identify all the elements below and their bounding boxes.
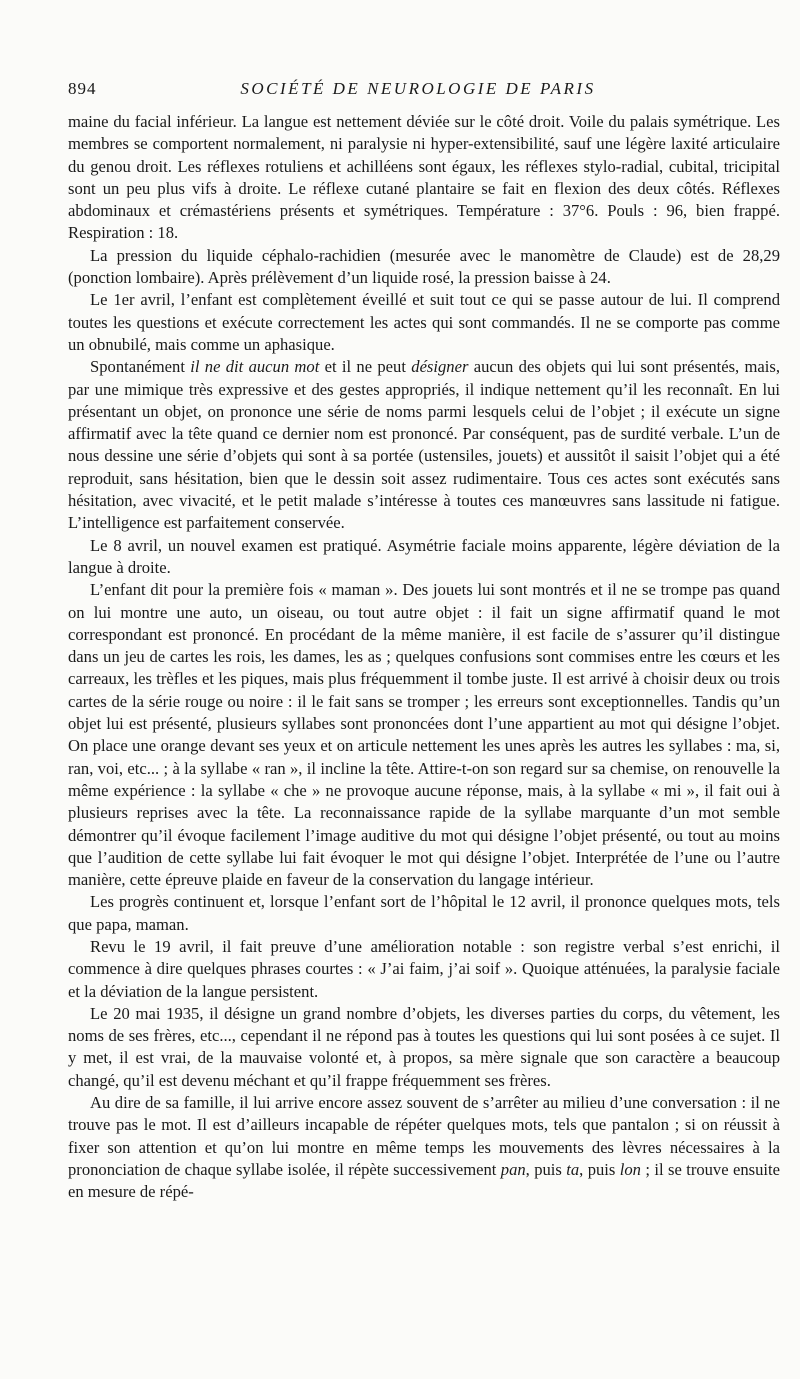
page-number: 894 [68, 79, 97, 98]
journal-title: SOCIÉTÉ DE NEUROLOGIE DE PARIS [240, 79, 596, 98]
italic-text: lon [619, 1159, 641, 1179]
paragraph [68, 535, 780, 580]
paragraph [68, 289, 780, 356]
paragraph [68, 891, 780, 936]
paragraph-text: maine du facial inférieur. La langue est nettement déviée sur le côté droit. Voile du palais symétrique. Les membres se comportent normalement, ni paralysie ni hyper-extensibilité, sauf une légère laxité articulaire du genou droit. Les réflexes rotuliens et achilléens sont égaux, les réflexes stylo-radial, cubital, tricipital sont un peu plus vifs à droite. Le réflexe cutané plantaire se fait en flexion des deux côtés. Réflexes abdominaux et crémastériens présents et symétriques. Température : 37°6. Pouls : 96, bien frappé. Respiration : 18. [68, 112, 780, 243]
italic-text: pan [500, 1159, 526, 1179]
running-head [68, 79, 768, 103]
paragraph-text: Les progrès continuent et, lorsque l’enfant sort de l’hôpital le 12 avril, il prononce quelques mots, tels que papa, maman. [68, 892, 780, 934]
paragraph-text: La pression du liquide céphalo-rachidien (mesurée avec le manomètre de Claude) est de 28,29 (ponction lombaire). Après prélèvement d’un liquide rosé, la pression baisse à 24. [68, 245, 780, 288]
italic-text: il ne dit aucun mot [190, 357, 320, 377]
paragraph [68, 1003, 780, 1092]
paragraph-text: Spontanément [90, 357, 191, 377]
paragraph-text: ; il se trouve ensuite en mesure de répé- [68, 1159, 780, 1202]
italic-text: ta [566, 1159, 580, 1179]
paragraph-text: aucun des objets qui lui sont présentés, mais, par une mimique très expressive et des gestes appropriés, il indique nettement qu’il les reconnaît. En lui présentant un objet, on prononce une série de noms parmi lesquels celui de l’objet ; il exécute un signe affirmatif avec la tête quand ce dernier nom est prononcé. Par conséquent, pas de surdité verbale. L’un de nous dessine une série d’objets qui sont à sa portée (ustensiles, jouets) et aussitôt il saisit l’objet qui a été reproduit, sans hésitation, bien que le dessin soit assez rudimentaire. Tous ces actes sont exécutés sans hésitation, avec vivacité, et le petit malade s’intéresse à toutes ces manœuvres sans lassitude ni fatigue. L’intelligence est parfaitement conservée. [68, 357, 780, 533]
paragraph-text: , puis [525, 1159, 567, 1179]
paragraph [68, 936, 780, 1003]
paragraph-text: Le 20 mai 1935, il désigne un grand nombre d’objets, les diverses parties du corps, du vêtement, les noms de ses frères, etc..., cependant il ne répond pas à toutes les questions qui lui sont posées à ce sujet. Il y met, il est vrai, de la mauvaise volonté et, à propos, sa mère signale que son caractère a beaucoup changé, qu’il est devenu méchant et qu’il frappe fréquemment ses frères. [68, 1003, 780, 1090]
paragraph [68, 111, 780, 245]
paragraph [68, 245, 780, 290]
paragraph-text: Au dire de sa famille, il lui arrive encore assez souvent de s’arrêter au milieu d’une conversation : il ne trouve pas le mot. Il est d’ailleurs incapable de répéter quelques mots, tels que pantalon ; si on réussit à fixer son attention et qu’on lui montre en même temps les mouvements des lèvres nécessaires à la prononciation de chaque syllabe isolée, il répète successivement [68, 1093, 780, 1179]
paragraph-text: L’enfant dit pour la première fois « maman ». Des jouets lui sont montrés et il ne se trompe pas quand on lui montre une auto, un oiseau, ou tout autre objet : il fait un signe affirmatif quand le mot correspondant est prononcé. En procédant de la même manière, il est facile de s’assurer qu’il distingue dans un jeu de cartes les rois, les dames, les as ; quelques confusions sont commises entre les cœurs et les carreaux, les trèfles et les piques, mais plus fréquemment il tombe juste. Il est arrivé à choisir deux ou trois cartes de la série rouge ou noire : il le fait sans se tromper ; les erreurs sont exceptionnelles. Tandis qu’un objet lui est présenté, plusieurs syllabes sont prononcées dont l’une appartient au mot qui désigne l’objet. On place une orange devant ses yeux et on articule nettement les unes après les autres les syllabes : ma, si, ran, voi, etc... ; à la syllabe « ran », il incline la tête. Attire-t-on son regard sur sa chemise, on renouvelle la même expérience : la syllabe « che » ne provoque aucune réponse, mais, à la syllabe « mi », il fait oui à plusieurs reprises avec la tête. La reconnaissance rapide de la syllabe marquante d’un mot semble démontrer qu’il évoque facilement l’image auditive du mot qui désigne l’objet présenté, ou tout au moins que l’audition de cette syllabe lui fait évoquer le mot qui désigne l’objet. Interprétée de l’une ou l’autre manière, cette épreuve plaide en faveur de la conservation du langage intérieur. [68, 580, 780, 890]
italic-text: désigner [411, 357, 469, 377]
body-text [68, 111, 780, 1204]
paragraph-text: Le 8 avril, un nouvel examen est pratiqué. Asymétrie faciale moins apparente, légère déviation de la langue à droite. [68, 535, 780, 577]
paragraph [68, 1092, 780, 1203]
paragraph-text: Le 1er avril, l’enfant est complètement éveillé et suit tout ce qui se passe autour de lui. Il comprend toutes les questions et exécute correctement les actes qui sont commandés. Il ne se comporte pas comme un obnubilé, mais comme un aphasique. [68, 290, 780, 354]
paragraph [68, 579, 780, 891]
paragraph-text: Revu le 19 avril, il fait preuve d’une amélioration notable : son registre verbal s’est enrichi, il commence à dire quelques phrases courtes : « J’ai faim, j’ai soif ». Quoique atténuées, la paralysie faciale et la déviation de la langue persistent. [68, 936, 780, 1001]
paragraph-text: et il ne peut [319, 357, 412, 377]
paragraph-text: , puis [579, 1159, 620, 1179]
paragraph [68, 356, 780, 534]
